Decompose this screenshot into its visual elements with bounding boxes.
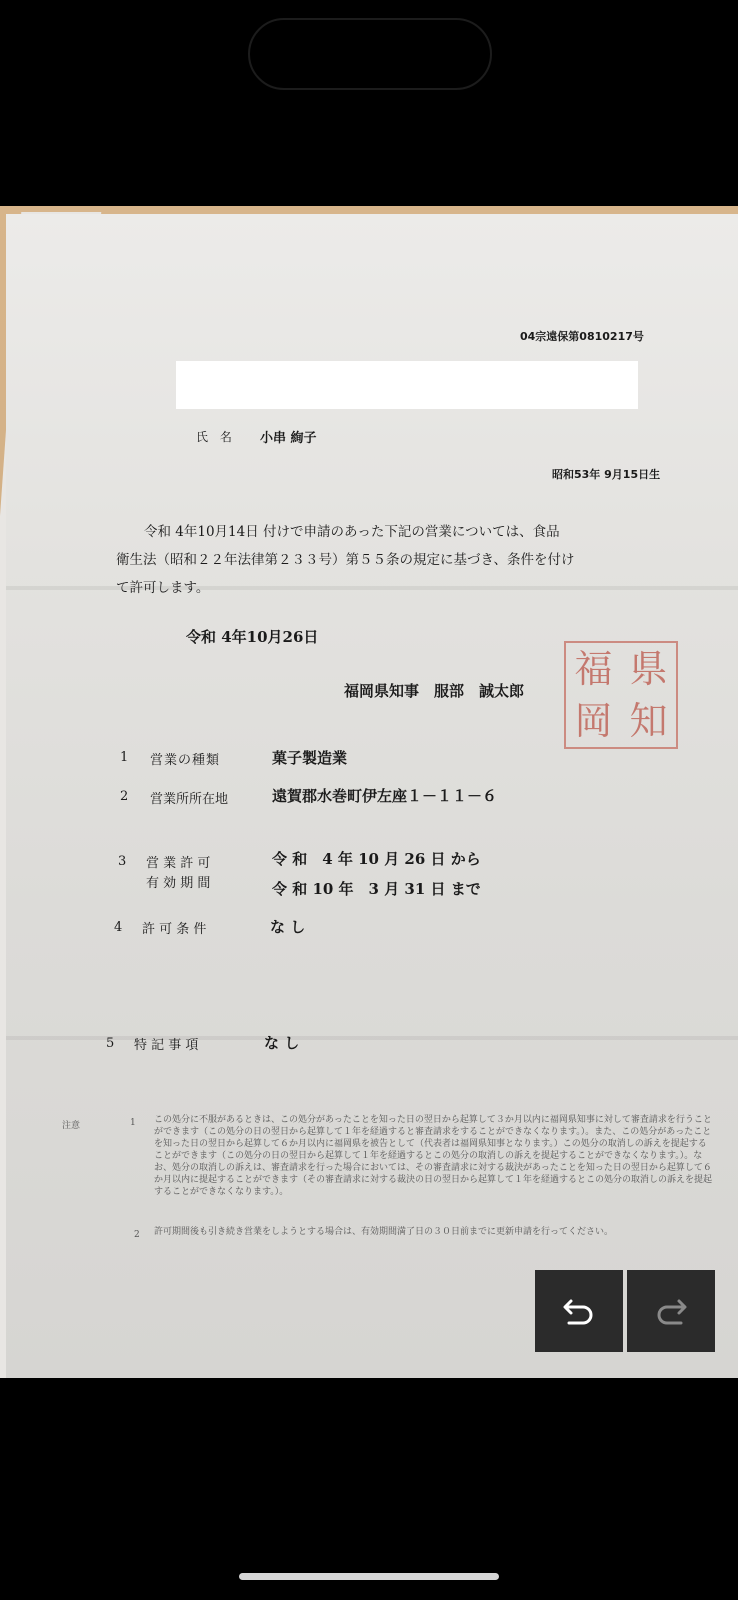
item-value-2: 令 和 10 年 3 月 31 日 まで (272, 880, 481, 898)
body-line-3: て許可します。 (116, 580, 210, 596)
redo-icon (649, 1293, 693, 1329)
item-label: 営業の種類 (150, 753, 221, 768)
paper-fold (6, 1036, 738, 1040)
redo-button[interactable] (627, 1270, 715, 1352)
redacted-area (176, 361, 638, 409)
body-line-1: 令和 4年10月14日 付けで申請のあった下記の営業については、食品 (144, 524, 560, 540)
item-number: 5 (106, 1036, 115, 1051)
undo-button[interactable] (535, 1270, 623, 1352)
document-photo (0, 206, 738, 1378)
home-indicator[interactable] (239, 1573, 499, 1580)
undo-icon (557, 1293, 601, 1329)
item-label-2: 有 効 期 間 (146, 876, 211, 891)
item-label: 営 業 許 可 (146, 856, 211, 871)
seal-char: 知 (629, 699, 668, 743)
issue-date: 令和 4年10月26日 (186, 628, 319, 646)
note-number: 1 (130, 1118, 136, 1128)
item-number: 2 (120, 789, 129, 804)
permit-number: 04宗遠保第0810217号 (520, 330, 644, 343)
note-number: 2 (134, 1230, 140, 1240)
item-value: 令 和 4 年 10 月 26 日 から (272, 850, 481, 868)
name-label: 氏 名 (196, 430, 236, 444)
seal-char: 岡 (574, 699, 613, 743)
item-label: 特 記 事 項 (134, 1038, 199, 1053)
notes-label: 注意 (62, 1121, 81, 1131)
camera-notch (248, 18, 492, 90)
item-value: 遠賀郡水巻町伊左座１－１１－６ (272, 787, 498, 805)
permit-document (6, 214, 738, 1378)
official-seal (564, 641, 678, 749)
item-label: 営業所所在地 (150, 792, 229, 807)
item-number: 4 (114, 920, 123, 935)
item-value: 菓子製造業 (272, 749, 348, 767)
item-number: 3 (118, 854, 127, 869)
issuer: 福岡県知事 服部 誠太郎 (344, 682, 525, 700)
birth-date: 昭和53年 9月15日生 (552, 468, 661, 481)
note-text: 許可期間後も引き続き営業をしようとする場合は、有効期間満了日の３０日前までに更新申請を行ってください。 (154, 1227, 614, 1237)
name-value: 小串 絢子 (260, 431, 317, 446)
item-value: な し (270, 918, 306, 936)
note-text: この処分に不服があるときは、この処分があったことを知った日の翌日から起算して３か月以内に福岡県知事に対して審査請求を行うことができます（この処分の日の翌日から起算して１年を経過すると審査請求をすることができなくなります。）。また、この処分があったことを知った日の翌日から起算して６か月以内に福岡県を被告として（代表者は福岡県知事となります。）この処分の取消しの訴えを提起することができます（この処分の日の翌日から起算して１年を経過するとこの処分の取消しの訴えを提起することができなくなります。）。なお、処分の取消しの訴えは、審査請求を行った場合においては、その審査請求に対する裁決があったことを知った日の翌日から起算して６か月以内に提起することができます（その審査請求に対する裁決の日の翌日から起算して１年を経過するとこの処分の取消しの訴えを提起することができなくなります。）。 (154, 1115, 713, 1197)
seal-char: 県 (629, 647, 668, 691)
item-label: 許 可 条 件 (142, 922, 207, 937)
body-line-2: 衛生法（昭和２２年法律第２３３号）第５５条の規定に基づき、条件を付け (116, 552, 575, 568)
seal-char: 福 (574, 647, 613, 691)
item-number: 1 (120, 750, 129, 765)
item-value: な し (264, 1034, 300, 1052)
